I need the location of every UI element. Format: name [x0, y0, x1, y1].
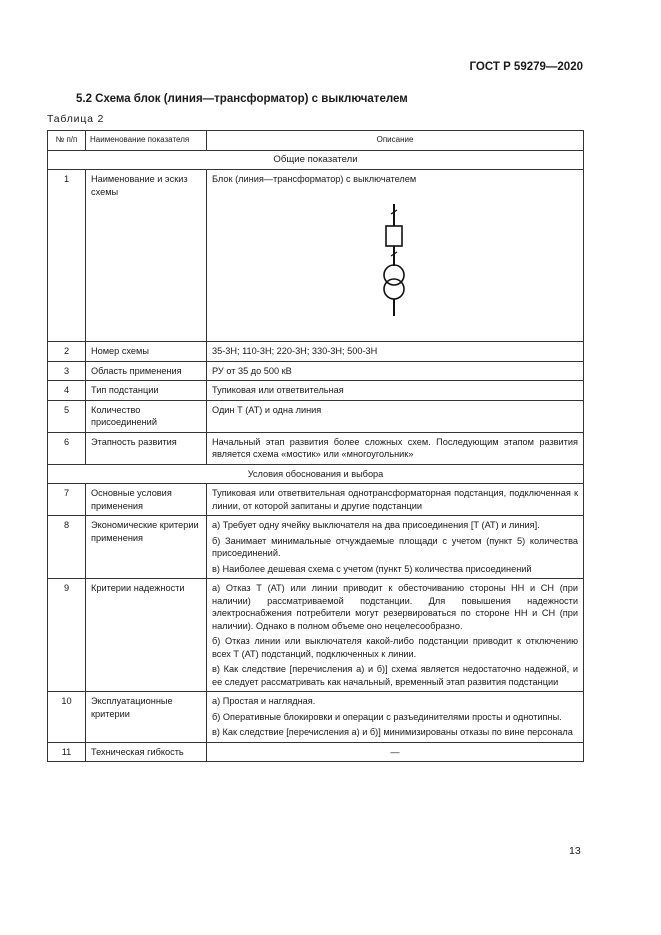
row-description: Начальный этап развития более сложных схем. Последующим этапом развития является схема «мостик» или «многоугольник» — [207, 432, 584, 464]
description-item-b: б) Оперативные блокировки и операции с разъединителями просты и однотипны. — [212, 711, 562, 722]
indicators-table — [47, 130, 584, 762]
row-name: Экономические критерии применения — [86, 516, 207, 579]
row-num: 4 — [48, 381, 86, 401]
row-name: Техническая гибкость — [86, 742, 207, 762]
header-description: Описание — [207, 131, 584, 151]
row-description — [207, 516, 584, 579]
row-num: 6 — [48, 432, 86, 464]
row-num: 10 — [48, 692, 86, 743]
row-name: Количество присоединений — [86, 400, 207, 432]
table-row — [48, 361, 584, 381]
row-name: Номер схемы — [86, 342, 207, 362]
table-row — [48, 400, 584, 432]
row-num: 7 — [48, 484, 86, 516]
table-row — [48, 432, 584, 464]
description-item-b: б) Занимает минимальные отчуждаемые площади с учетом (пункт 5) количества присоединений. — [212, 535, 578, 558]
header-name: Наименование показателя — [86, 131, 207, 151]
transformer-winding-2 — [384, 279, 404, 299]
header-num: № п/п — [48, 131, 86, 151]
description-item-c: в) Как следствие [перечисления а) и б)] минимизированы отказы по вине персонала — [212, 727, 573, 737]
row-description: Тупиковая или ответвительная — [207, 381, 584, 401]
row-num: 9 — [48, 579, 86, 692]
group-general: Общие показатели — [48, 150, 584, 170]
table-header-row — [48, 131, 584, 151]
table-row — [48, 170, 584, 342]
description-item-b: б) Отказ линии или выключателя какой-либо подстанции приводит к отключению всех Т (АТ) подстанций, подключенных к линии. — [212, 636, 578, 659]
description-item-a: а) Отказ Т (АТ) или линии приводит к обесточиванию стороны НН и СН (при наличии) рассматриваемой подстанции. Для повышения надежности электроснабжения потребители могут резервироваться по стороне НН и СН (при наличии). Однако в полном объеме оно нецелесообразно. — [212, 583, 578, 631]
row-description — [207, 692, 584, 743]
row-name: Область применения — [86, 361, 207, 381]
row-description: — — [207, 742, 584, 762]
group-row — [48, 150, 584, 170]
row-name: Наименование и эскиз схемы — [86, 170, 207, 342]
row-name: Эксплуатационные критерии — [86, 692, 207, 743]
row-description — [207, 170, 584, 342]
row-name: Тип подстанции — [86, 381, 207, 401]
row-description: Тупиковая или ответвительная однотрансформаторная подстанция, подключенная к линии, от которой запитаны и другие подстанции — [207, 484, 584, 516]
group-conditions: Условия обоснования и выбора — [48, 464, 584, 484]
description-item-a: а) Простая и наглядная. — [212, 696, 316, 706]
row-description: РУ от 35 до 500 кВ — [207, 361, 584, 381]
table-row — [48, 692, 584, 743]
row-name: Критерии надежности — [86, 579, 207, 692]
description-text: Блок (линия—трансформатор) с выключателем — [212, 174, 417, 184]
table-row — [48, 381, 584, 401]
standard-header: ГОСТ Р 59279—2020 — [469, 61, 583, 73]
row-description: 35-3Н; 110-3Н; 220-3Н; 330-3Н; 500-3Н — [207, 342, 584, 362]
page-number: 13 — [569, 845, 581, 857]
row-name: Основные условия применения — [86, 484, 207, 516]
table-row — [48, 516, 584, 579]
row-num: 5 — [48, 400, 86, 432]
row-num: 1 — [48, 170, 86, 342]
row-num: 8 — [48, 516, 86, 579]
section-title: 5.2 Схема блок (линия—трансформатор) с выключателем — [76, 93, 408, 105]
row-description — [207, 579, 584, 692]
table-row — [48, 742, 584, 762]
table-row — [48, 342, 584, 362]
row-num: 3 — [48, 361, 86, 381]
description-item-a: а) Требует одну ячейку выключателя на два присоединения [Т (АТ) и линия]. — [212, 520, 540, 530]
description-item-c: в) Наиболее дешевая схема с учетом (пункт 5) количества присоединений — [212, 563, 532, 574]
row-num: 11 — [48, 742, 86, 762]
table-row — [48, 484, 584, 516]
table-row — [48, 579, 584, 692]
row-num: 2 — [48, 342, 86, 362]
row-description: Один Т (АТ) и одна линия — [207, 400, 584, 432]
circuit-breaker-symbol — [386, 226, 402, 246]
group-row — [48, 464, 584, 484]
description-item-c: в) Как следствие [перечисления а) и б)] схема является недостаточно надежной, и ее следует рассматривать как начальный, временный этап развития подстанции — [212, 664, 578, 687]
row-name: Этапность развития — [86, 432, 207, 464]
line-transformer-block-diagram — [382, 204, 406, 316]
table-caption: Таблица 2 — [47, 113, 105, 125]
